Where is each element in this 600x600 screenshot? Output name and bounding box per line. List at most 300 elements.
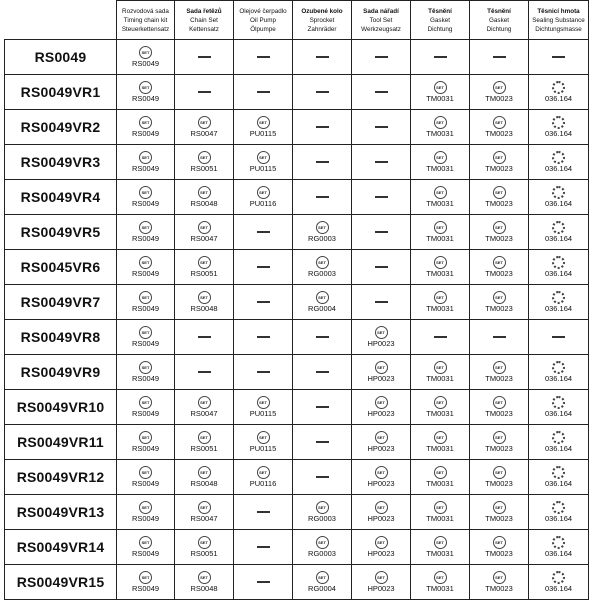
part-number: RS0047 [190, 409, 218, 418]
not-included-dash [316, 126, 329, 128]
part-number: RS0048 [190, 584, 218, 593]
part-cell [293, 215, 352, 250]
part-entry [529, 221, 588, 243]
parts-compatibility-table [4, 0, 589, 600]
part-cell [470, 40, 529, 75]
part-cell [529, 425, 589, 460]
part-entry [411, 221, 469, 243]
not-included-dash [434, 336, 447, 338]
not-included-dash [316, 371, 329, 373]
set-badge-icon: SET [434, 501, 447, 514]
part-cell [411, 180, 470, 215]
not-included-dash [434, 56, 447, 58]
part-entry [470, 186, 528, 208]
sealant-icon [552, 536, 565, 549]
not-included-dash [375, 266, 388, 268]
part-cell [234, 530, 293, 565]
part-number: TM0031 [426, 199, 454, 208]
part-cell [117, 180, 175, 215]
table-row [5, 180, 589, 215]
set-badge-icon: SET [316, 501, 329, 514]
part-cell [352, 180, 411, 215]
set-badge-icon: SET [198, 466, 211, 479]
part-entry [529, 536, 588, 558]
part-cell [529, 285, 589, 320]
part-entry [470, 431, 528, 453]
part-cell [352, 390, 411, 425]
column-header-gasket-2 [470, 1, 529, 40]
part-cell [352, 460, 411, 495]
column-header-line: Těsnicí hmota [537, 7, 580, 15]
part-cell [470, 460, 529, 495]
column-header-line: Zahnräder [307, 25, 337, 33]
part-cell [293, 530, 352, 565]
part-cell [529, 355, 589, 390]
part-entry [529, 431, 588, 453]
column-header-sprocket [293, 1, 352, 40]
part-cell [175, 390, 234, 425]
part-entry [175, 186, 233, 208]
set-badge-icon: SET [434, 81, 447, 94]
part-entry [117, 221, 174, 243]
part-cell [117, 320, 175, 355]
not-included-dash [375, 231, 388, 233]
part-number: PU0115 [249, 164, 277, 173]
part-cell [175, 495, 234, 530]
part-number: 036.164 [544, 409, 573, 418]
set-badge-icon: SET [139, 291, 152, 304]
part-cell [352, 215, 411, 250]
part-number: HP0023 [367, 584, 395, 593]
not-included-dash [375, 91, 388, 93]
part-cell [234, 180, 293, 215]
table-row [5, 390, 589, 425]
column-header-tool-set [352, 1, 411, 40]
part-entry [117, 501, 174, 523]
set-badge-icon: SET [493, 536, 506, 549]
part-cell [234, 425, 293, 460]
sealant-icon [552, 466, 565, 479]
part-entry [529, 291, 588, 313]
sealant-icon [552, 291, 565, 304]
set-badge-icon: SET [493, 186, 506, 199]
part-number: TM0031 [426, 479, 454, 488]
table-row [5, 320, 589, 355]
part-number: TM0023 [485, 129, 513, 138]
not-included-dash [257, 371, 270, 373]
part-entry [411, 291, 469, 313]
set-badge-icon: SET [198, 291, 211, 304]
not-included-dash [316, 161, 329, 163]
part-number: TM0023 [485, 584, 513, 593]
set-badge-icon: SET [198, 256, 211, 269]
part-entry [529, 501, 588, 523]
part-number: RG0003 [308, 234, 336, 243]
part-cell [175, 285, 234, 320]
part-number: TM0023 [485, 304, 513, 313]
sealant-icon [552, 256, 565, 269]
column-header-line: Olejové čerpadlo [239, 7, 287, 15]
part-entry [411, 256, 469, 278]
set-badge-icon: SET [434, 256, 447, 269]
part-entry [175, 571, 233, 593]
set-badge-icon: SET [257, 431, 270, 444]
column-header-line: Kettensatz [189, 25, 219, 33]
part-cell [529, 530, 589, 565]
column-header-line: Gasket [489, 16, 509, 24]
part-cell [234, 390, 293, 425]
sealant-icon [552, 221, 565, 234]
not-included-dash [316, 56, 329, 58]
part-entry [293, 291, 351, 313]
part-entry [117, 186, 174, 208]
part-cell [529, 40, 589, 75]
part-entry [470, 571, 528, 593]
part-entry [234, 396, 292, 418]
part-cell [117, 215, 175, 250]
part-number: HP0023 [367, 549, 395, 558]
part-cell [175, 40, 234, 75]
set-badge-icon: SET [375, 361, 388, 374]
not-included-dash [257, 91, 270, 93]
part-number: 036.164 [544, 444, 573, 453]
part-entry [470, 81, 528, 103]
not-included-dash [257, 231, 270, 233]
kit-code: RS0049VR8 [5, 320, 117, 355]
column-header-line: Gasket [430, 16, 450, 24]
not-included-dash [375, 301, 388, 303]
part-cell [234, 145, 293, 180]
part-cell [293, 460, 352, 495]
part-cell [234, 75, 293, 110]
set-badge-icon: SET [198, 116, 211, 129]
part-cell [117, 495, 175, 530]
part-entry [117, 431, 174, 453]
not-included-dash [316, 196, 329, 198]
kit-code: RS0049VR10 [5, 390, 117, 425]
set-badge-icon: SET [139, 396, 152, 409]
column-header-line: Těsnění [428, 7, 452, 15]
table-row [5, 355, 589, 390]
part-number: 036.164 [544, 234, 573, 243]
part-cell [411, 565, 470, 600]
part-entry [175, 501, 233, 523]
part-number: RS0049 [131, 339, 160, 348]
part-cell [234, 460, 293, 495]
part-entry [470, 536, 528, 558]
part-number: 036.164 [544, 549, 573, 558]
not-included-dash [316, 91, 329, 93]
part-number: RS0049 [131, 164, 160, 173]
column-header-line: Timing chain kit [123, 16, 168, 24]
set-badge-icon: SET [434, 431, 447, 444]
set-badge-icon: SET [257, 116, 270, 129]
part-number: 036.164 [544, 304, 573, 313]
part-entry [117, 361, 174, 383]
kit-code: RS0045VR6 [5, 250, 117, 285]
column-header-line: Ozubené kolo [301, 7, 343, 15]
part-entry [411, 396, 469, 418]
part-entry [117, 116, 174, 138]
set-badge-icon: SET [434, 291, 447, 304]
part-number: RS0049 [131, 199, 160, 208]
part-entry [117, 536, 174, 558]
part-entry [352, 466, 410, 488]
part-number: RS0049 [131, 584, 160, 593]
column-header-line: Sprocket [309, 16, 335, 24]
set-badge-icon: SET [139, 256, 152, 269]
part-cell [293, 145, 352, 180]
not-included-dash [257, 56, 270, 58]
kit-code: RS0049VR7 [5, 285, 117, 320]
set-badge-icon: SET [493, 291, 506, 304]
set-badge-icon: SET [375, 326, 388, 339]
set-badge-icon: SET [434, 186, 447, 199]
set-badge-icon: SET [493, 466, 506, 479]
part-cell [234, 285, 293, 320]
part-cell [411, 425, 470, 460]
part-entry [529, 81, 588, 103]
column-header-line: Sada řetězů [186, 7, 222, 15]
part-cell [293, 285, 352, 320]
part-cell [234, 215, 293, 250]
set-badge-icon: SET [139, 186, 152, 199]
set-badge-icon: SET [198, 186, 211, 199]
part-cell [352, 285, 411, 320]
not-included-dash [257, 511, 270, 513]
part-cell [352, 40, 411, 75]
part-number: TM0023 [485, 94, 513, 103]
part-number: RS0047 [190, 234, 218, 243]
part-number: RS0047 [190, 514, 218, 523]
part-cell [175, 460, 234, 495]
part-entry [411, 571, 469, 593]
set-badge-icon: SET [139, 116, 152, 129]
part-number: RS0048 [190, 479, 218, 488]
kit-code: RS0049VR4 [5, 180, 117, 215]
set-badge-icon: SET [434, 361, 447, 374]
part-number: 036.164 [544, 479, 573, 488]
not-included-dash [375, 161, 388, 163]
part-cell [293, 75, 352, 110]
part-entry [117, 46, 174, 68]
part-cell [117, 390, 175, 425]
column-header-line: Dichtung [486, 25, 512, 33]
part-number: 036.164 [544, 94, 573, 103]
part-cell [529, 75, 589, 110]
part-cell [352, 425, 411, 460]
kit-code: RS0049VR1 [5, 75, 117, 110]
part-cell [352, 145, 411, 180]
table-row [5, 530, 589, 565]
part-number: 036.164 [544, 199, 573, 208]
part-number: TM0031 [426, 304, 454, 313]
part-cell [234, 355, 293, 390]
part-entry [117, 326, 174, 348]
part-cell [411, 285, 470, 320]
not-included-dash [316, 406, 329, 408]
part-entry [470, 256, 528, 278]
part-cell [411, 145, 470, 180]
column-header-gasket-1 [411, 1, 470, 40]
set-badge-icon: SET [316, 536, 329, 549]
part-number: TM0031 [426, 129, 454, 138]
part-cell [529, 145, 589, 180]
column-header-line: Sada nářadí [363, 7, 399, 15]
set-badge-icon: SET [198, 431, 211, 444]
kit-code: RS0049VR12 [5, 460, 117, 495]
part-number: RS0049 [131, 129, 160, 138]
part-entry [293, 256, 351, 278]
part-entry [293, 221, 351, 243]
set-badge-icon: SET [493, 256, 506, 269]
part-cell [234, 40, 293, 75]
header-row [5, 1, 589, 40]
part-cell [175, 145, 234, 180]
table-row [5, 460, 589, 495]
part-number: TM0031 [426, 444, 454, 453]
set-badge-icon: SET [139, 326, 152, 339]
column-header-line: Rozvodová sada [122, 7, 169, 15]
kit-code: RS0049VR15 [5, 565, 117, 600]
part-number: RS0049 [131, 59, 160, 68]
set-badge-icon: SET [493, 116, 506, 129]
column-header-line: Chain Set [190, 16, 218, 24]
part-number: 036.164 [544, 584, 573, 593]
part-number: HP0023 [367, 339, 395, 348]
part-cell [352, 250, 411, 285]
column-header-line: Ölpumpe [250, 25, 276, 33]
column-header-chain-set [175, 1, 234, 40]
part-number: TM0023 [485, 479, 513, 488]
sealant-icon [552, 396, 565, 409]
set-badge-icon: SET [198, 221, 211, 234]
part-cell [529, 250, 589, 285]
part-number: TM0023 [485, 164, 513, 173]
not-included-dash [552, 336, 565, 338]
column-header-line: Tool Set [369, 16, 393, 24]
part-entry [175, 151, 233, 173]
part-entry [352, 431, 410, 453]
part-entry [175, 116, 233, 138]
part-entry [529, 396, 588, 418]
part-entry [234, 466, 292, 488]
sealant-icon [552, 151, 565, 164]
part-number: TM0023 [485, 549, 513, 558]
part-number: TM0023 [485, 444, 513, 453]
part-number: RS0051 [190, 269, 218, 278]
sealant-icon [552, 81, 565, 94]
part-cell [293, 320, 352, 355]
part-number: RS0049 [131, 304, 160, 313]
part-entry [293, 536, 351, 558]
part-cell [175, 250, 234, 285]
part-number: TM0031 [426, 584, 454, 593]
part-entry [411, 536, 469, 558]
kit-code: RS0049 [5, 40, 117, 75]
part-number: PU0115 [249, 444, 277, 453]
sealant-icon [552, 186, 565, 199]
set-badge-icon: SET [434, 221, 447, 234]
table-row [5, 425, 589, 460]
part-entry [175, 431, 233, 453]
part-entry [117, 396, 174, 418]
part-cell [117, 460, 175, 495]
part-entry [529, 186, 588, 208]
part-entry [529, 361, 588, 383]
part-cell [175, 355, 234, 390]
part-entry [529, 151, 588, 173]
part-cell [175, 425, 234, 460]
part-cell [293, 180, 352, 215]
set-badge-icon: SET [434, 151, 447, 164]
set-badge-icon: SET [375, 536, 388, 549]
part-number: TM0031 [426, 94, 454, 103]
set-badge-icon: SET [375, 571, 388, 584]
set-badge-icon: SET [139, 571, 152, 584]
part-number: TM0031 [426, 374, 454, 383]
part-cell [411, 40, 470, 75]
part-entry [529, 116, 588, 138]
set-badge-icon: SET [257, 151, 270, 164]
part-cell [529, 460, 589, 495]
set-badge-icon: SET [316, 571, 329, 584]
column-header-line: Steuerkettensatz [121, 25, 170, 33]
part-cell [234, 495, 293, 530]
sealant-icon [552, 361, 565, 374]
part-cell [175, 110, 234, 145]
part-entry [352, 501, 410, 523]
part-entry [234, 116, 292, 138]
part-cell [352, 110, 411, 145]
part-cell [117, 530, 175, 565]
table-row [5, 110, 589, 145]
part-number: RS0049 [131, 444, 160, 453]
part-entry [117, 81, 174, 103]
part-cell [352, 530, 411, 565]
part-number: RG0003 [308, 514, 336, 523]
part-cell [411, 110, 470, 145]
part-entry [175, 396, 233, 418]
part-cell [470, 390, 529, 425]
not-included-dash [257, 336, 270, 338]
set-badge-icon: SET [198, 151, 211, 164]
part-entry [470, 151, 528, 173]
part-entry [352, 326, 410, 348]
column-header-sealing-substance [529, 1, 589, 40]
part-cell [352, 565, 411, 600]
set-badge-icon: SET [434, 396, 447, 409]
part-entry [352, 536, 410, 558]
sealant-icon [552, 571, 565, 584]
part-number: RS0048 [190, 199, 218, 208]
part-entry [234, 151, 292, 173]
column-header-line: Těsnění [487, 7, 511, 15]
set-badge-icon: SET [139, 221, 152, 234]
table-row [5, 250, 589, 285]
part-number: 036.164 [544, 374, 573, 383]
part-cell [352, 495, 411, 530]
part-cell [234, 320, 293, 355]
set-badge-icon: SET [316, 221, 329, 234]
part-cell [470, 320, 529, 355]
not-included-dash [257, 301, 270, 303]
part-number: TM0023 [485, 234, 513, 243]
part-entry [470, 466, 528, 488]
column-header-timing-chain-kit [117, 1, 175, 40]
part-cell [411, 390, 470, 425]
part-entry [529, 466, 588, 488]
